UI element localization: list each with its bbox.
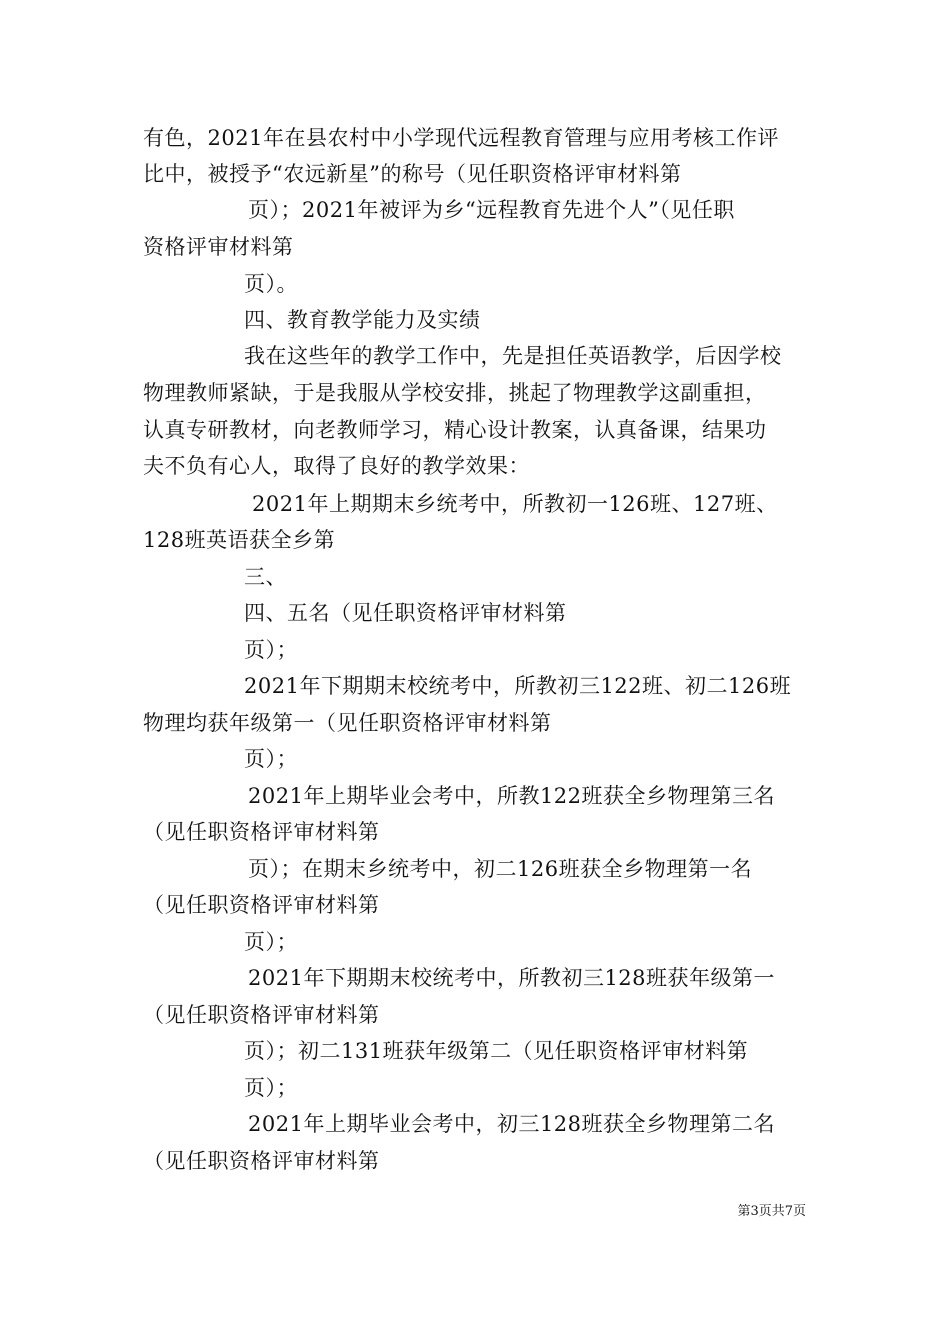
text-line: （见任职资格评审材料第 [143, 893, 380, 917]
text-line: 页）； [244, 638, 298, 662]
text-line: 比中，被授予“农远新星”的称号（见任职资格评审材料第 [143, 162, 682, 186]
text-line: 页）；初二131班获年级第二（见任职资格评审材料第 [244, 1039, 749, 1063]
text-line: 128班英语获全乡第 [143, 528, 336, 552]
text-line: 2021年上期毕业会考中，所教122班获全乡物理第三名 [248, 784, 776, 808]
text-line: 我在这些年的教学工作中，先是担任英语教学，后因学校 [244, 344, 782, 368]
text-line: 2021年下期期末校统考中，所教初三122班、初二126班 [244, 674, 792, 698]
text-line: 物理均获年级第一（见任职资格评审材料第 [143, 711, 552, 735]
text-line: 页）； [244, 1076, 298, 1100]
text-line: 页）；在期末乡统考中，初二126班获全乡物理第一名 [248, 857, 753, 881]
text-line: 页）；2021年被评为乡“远程教育先进个人”（见任职 [248, 198, 735, 222]
text-line: 页）； [244, 930, 298, 954]
text-line: 夫不负有心人，取得了良好的教学效果： [143, 454, 530, 478]
text-line: 四、五名（见任职资格评审材料第 [244, 601, 567, 625]
text-line: 认真专研教材，向老教师学习，精心设计教案，认真备课，结果功 [143, 418, 767, 442]
text-line: 页）。 [244, 272, 298, 296]
text-line: 页）； [244, 747, 298, 771]
text-line: （见任职资格评审材料第 [143, 820, 380, 844]
text-line: 物理教师紧缺，于是我服从学校安排，挑起了物理教学这副重担， [143, 381, 767, 405]
text-line: 有色，2021年在县农村中小学现代远程教育管理与应用考核工作评 [143, 126, 779, 150]
text-line: 2021年上期毕业会考中，初三128班获全乡物理第二名 [248, 1112, 776, 1136]
text-line: 2021年下期期末校统考中，所教初三128班获年级第一 [248, 966, 776, 990]
text-line: （见任职资格评审材料第 [143, 1003, 380, 1027]
text-line: 三、 [244, 565, 287, 589]
text-line: （见任职资格评审材料第 [143, 1149, 380, 1173]
text-line: 资格评审材料第 [143, 235, 294, 259]
section-heading: 四、教育教学能力及实绩 [244, 308, 481, 332]
page-number: 第3页共7页 [737, 1204, 806, 1219]
text-line: 2021年上期期末乡统考中，所教初一126班、127班、 [252, 492, 778, 516]
